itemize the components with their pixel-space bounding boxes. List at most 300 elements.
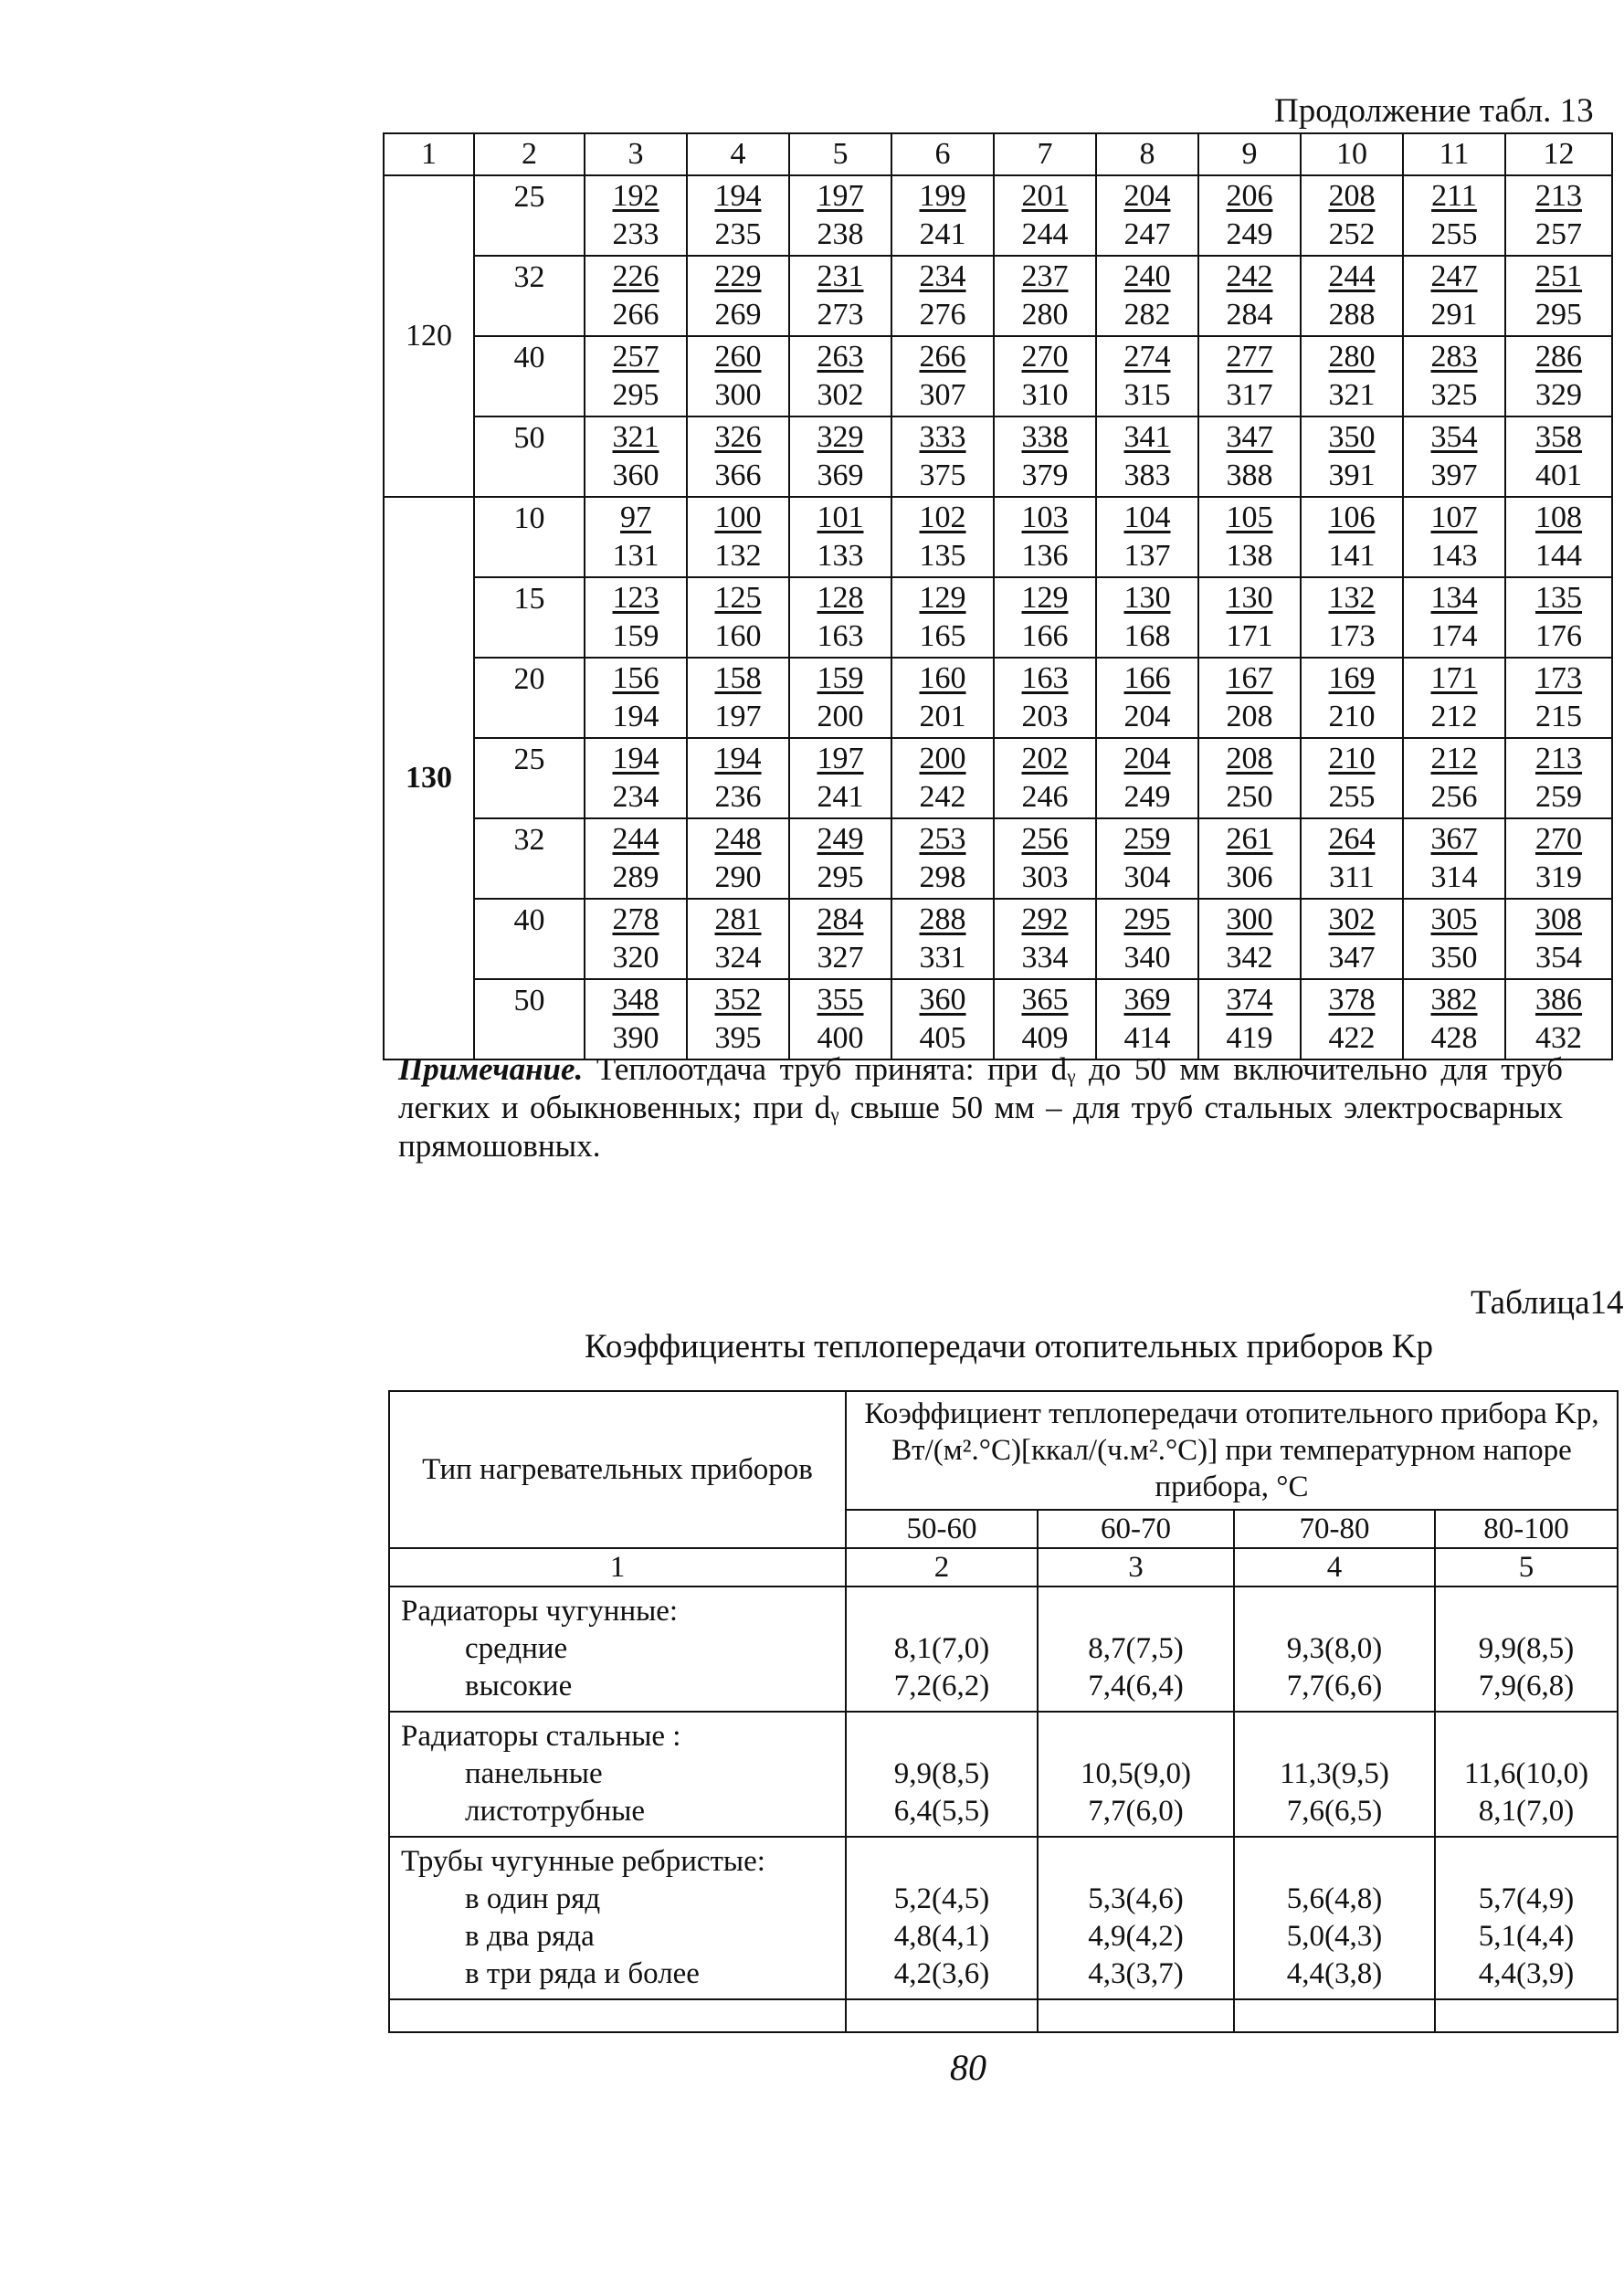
- heat-transfer-cell: [1198, 336, 1301, 416]
- value-denominator: 289: [612, 860, 659, 894]
- group-spacer: [850, 1593, 1033, 1630]
- heat-transfer-cell: [891, 175, 994, 256]
- value-denominator: 366: [714, 459, 762, 492]
- coefficient-column-header: Коэффициент теплопередачи отопительного прибора Kp, Вт/(м².°С)[ккал/(ч.м².°С)] при температурном напоре прибора, °С: [846, 1391, 1618, 1510]
- column-number-9: 9: [1198, 133, 1301, 175]
- empty-cell: [1435, 1999, 1618, 2032]
- value-denominator: 252: [1328, 217, 1376, 251]
- heat-transfer-cell: [1403, 577, 1505, 658]
- value-numerator: 274: [1123, 339, 1171, 374]
- value-denominator: 369: [817, 459, 864, 492]
- temperature-range-header: 80-100: [1435, 1510, 1618, 1548]
- value-numerator: 326: [714, 419, 762, 454]
- heat-transfer-cell: [687, 577, 789, 658]
- column-number: 4: [1234, 1548, 1435, 1587]
- value-numerator: 292: [1021, 901, 1069, 936]
- heat-transfer-cell: [1505, 818, 1612, 899]
- device-group-name: Радиаторы стальные :: [401, 1720, 681, 1753]
- coefficient-cell: [846, 1587, 1038, 1712]
- coefficient-value: 4,9(4,2): [1088, 1920, 1184, 1953]
- value-denominator: 400: [817, 1021, 864, 1055]
- value-denominator: 307: [919, 378, 966, 412]
- value-numerator: 123: [612, 580, 659, 615]
- heat-transfer-cell: [1096, 738, 1198, 818]
- heat-transfer-cell: [789, 899, 891, 979]
- value-denominator: 288: [1328, 298, 1376, 332]
- value-numerator: 242: [1226, 258, 1273, 293]
- heat-transfer-cell: [789, 497, 891, 577]
- heat-transfer-cell: [687, 979, 789, 1059]
- table14-group-row: [389, 1712, 1618, 1837]
- heat-transfer-cell: [994, 738, 1096, 818]
- empty-cell: [1234, 1999, 1435, 2032]
- value-numerator: 194: [714, 178, 762, 213]
- heat-transfer-cell: [687, 899, 789, 979]
- value-denominator: 375: [919, 459, 966, 492]
- heat-transfer-cell: [687, 256, 789, 336]
- heat-transfer-cell: [1403, 175, 1505, 256]
- column-number: 3: [1038, 1548, 1234, 1587]
- device-type-cell: [389, 1837, 846, 1999]
- value-numerator: 308: [1535, 901, 1582, 936]
- value-numerator: 210: [1328, 741, 1376, 775]
- heat-transfer-cell: [1301, 256, 1403, 336]
- value-denominator: 137: [1123, 539, 1171, 573]
- device-type-cell: [389, 1587, 846, 1712]
- group-spacer: [1042, 1718, 1229, 1755]
- value-numerator: 248: [714, 821, 762, 856]
- value-numerator: 350: [1328, 419, 1376, 454]
- value-numerator: 338: [1021, 419, 1069, 454]
- value-denominator: 390: [612, 1021, 659, 1055]
- value-denominator: 204: [1123, 700, 1171, 733]
- value-numerator: 302: [1328, 901, 1376, 936]
- value-denominator: 295: [1535, 298, 1582, 332]
- value-denominator: 210: [1328, 700, 1376, 733]
- value-denominator: 325: [1430, 378, 1478, 412]
- temperature-range-header: 60-70: [1038, 1510, 1234, 1548]
- value-numerator: 101: [817, 500, 864, 534]
- coefficient-cell: [1435, 1587, 1618, 1712]
- value-denominator: 273: [817, 298, 864, 332]
- value-denominator: 143: [1430, 539, 1478, 573]
- device-type-cell: [389, 1712, 846, 1837]
- value-numerator: 134: [1430, 580, 1478, 615]
- value-numerator: 169: [1328, 660, 1376, 695]
- heat-transfer-cell: [789, 979, 891, 1059]
- value-denominator: 340: [1123, 941, 1171, 975]
- table13-row: [384, 256, 1612, 336]
- device-group-name: Радиаторы чугунные:: [401, 1595, 679, 1628]
- heat-transfer-cell: [1301, 658, 1403, 738]
- value-denominator: 132: [714, 539, 762, 573]
- value-denominator: 247: [1123, 217, 1171, 251]
- group-spacer: [1239, 1718, 1430, 1755]
- coefficient-value: 11,6(10,0): [1463, 1757, 1589, 1790]
- value-numerator: 130: [1226, 580, 1273, 615]
- value-denominator: 241: [817, 780, 864, 814]
- heat-transfer-cell: [1198, 818, 1301, 899]
- value-denominator: 329: [1535, 378, 1582, 412]
- heat-transfer-cell: [1301, 818, 1403, 899]
- value-denominator: 388: [1226, 459, 1273, 492]
- heat-transfer-cell: [789, 818, 891, 899]
- diameter-cell: 50: [474, 979, 585, 1059]
- value-denominator: 303: [1021, 860, 1069, 894]
- heat-transfer-cell: [687, 416, 789, 497]
- value-numerator: 263: [817, 339, 864, 374]
- heat-transfer-cell: [994, 658, 1096, 738]
- value-numerator: 234: [919, 258, 966, 293]
- group-spacer: [1042, 1593, 1229, 1630]
- coefficient-value: 8,7(7,5): [1088, 1632, 1184, 1665]
- heat-transfer-cell: [1505, 497, 1612, 577]
- value-denominator: 315: [1123, 378, 1171, 412]
- value-denominator: 342: [1226, 941, 1273, 975]
- empty-cell: [389, 1999, 846, 2032]
- coefficient-value: 7,4(6,4): [1088, 1670, 1184, 1702]
- diameter-cell: 25: [474, 738, 585, 818]
- heat-transfer-cell: [1505, 738, 1612, 818]
- value-numerator: 305: [1430, 901, 1478, 936]
- table13-row: [384, 738, 1612, 818]
- value-denominator: 203: [1021, 700, 1069, 733]
- heat-transfer-cell: [891, 256, 994, 336]
- value-denominator: 173: [1328, 619, 1376, 653]
- coefficient-cell: [846, 1837, 1038, 1999]
- diameter-cell: 15: [474, 577, 585, 658]
- coefficient-cell: [1435, 1837, 1618, 1999]
- value-denominator: 159: [612, 619, 659, 653]
- value-numerator: 347: [1226, 419, 1273, 454]
- value-denominator: 354: [1535, 941, 1582, 975]
- value-numerator: 97: [620, 500, 651, 534]
- heat-transfer-cell: [585, 577, 687, 658]
- value-numerator: 125: [714, 580, 762, 615]
- value-numerator: 204: [1123, 178, 1171, 213]
- value-denominator: 215: [1535, 700, 1582, 733]
- value-numerator: 132: [1328, 580, 1376, 615]
- value-numerator: 281: [714, 901, 762, 936]
- value-numerator: 264: [1328, 821, 1376, 856]
- value-denominator: 311: [1329, 860, 1375, 894]
- empty-cell: [1038, 1999, 1234, 2032]
- heat-transfer-cell: [1096, 497, 1198, 577]
- table14-title: Коэффициенты теплопередачи отопительных приборов Kp: [585, 1328, 1434, 1365]
- value-denominator: 176: [1535, 619, 1582, 653]
- table13-row: [384, 899, 1612, 979]
- value-numerator: 208: [1226, 741, 1273, 775]
- coefficient-value: 9,9(8,5): [1478, 1632, 1575, 1665]
- group-spacer: [1239, 1593, 1430, 1630]
- coefficient-value: 4,2(3,6): [893, 1957, 990, 1990]
- value-numerator: 244: [1328, 258, 1376, 293]
- value-denominator: 174: [1430, 619, 1478, 653]
- value-denominator: 320: [612, 941, 659, 975]
- value-denominator: 334: [1021, 941, 1069, 975]
- heat-transfer-cell: [1403, 416, 1505, 497]
- value-denominator: 300: [714, 378, 762, 412]
- value-numerator: 199: [919, 178, 966, 213]
- heat-transfer-cell: [1505, 577, 1612, 658]
- value-denominator: 314: [1430, 860, 1478, 894]
- heat-transfer-cell: [585, 899, 687, 979]
- value-numerator: 341: [1123, 419, 1171, 454]
- heat-transfer-cell: [1403, 336, 1505, 416]
- value-denominator: 428: [1430, 1021, 1478, 1055]
- value-numerator: 374: [1226, 982, 1273, 1017]
- heat-transfer-cell: [789, 658, 891, 738]
- heat-transfer-cell: [1403, 738, 1505, 818]
- heat-transfer-cell: [1198, 497, 1301, 577]
- value-denominator: 246: [1021, 780, 1069, 814]
- value-denominator: 238: [817, 217, 864, 251]
- value-denominator: 201: [919, 700, 966, 733]
- heat-transfer-cell: [1096, 175, 1198, 256]
- diameter-cell: 40: [474, 899, 585, 979]
- value-denominator: 306: [1226, 860, 1273, 894]
- coefficient-cell: [1234, 1712, 1435, 1837]
- value-denominator: 304: [1123, 860, 1171, 894]
- coefficient-value: 7,9(6,8): [1478, 1670, 1575, 1702]
- value-numerator: 286: [1535, 339, 1582, 374]
- heat-transfer-cell: [789, 256, 891, 336]
- heat-transfer-cell: [1301, 497, 1403, 577]
- heat-transfer-cell: [1198, 899, 1301, 979]
- heat-transfer-cell: [789, 416, 891, 497]
- page-number: 80: [950, 2047, 986, 2088]
- group-spacer: [1439, 1718, 1613, 1755]
- table14-empty-row: [389, 1999, 1618, 2032]
- heat-transfer-cell: [1301, 416, 1403, 497]
- coefficient-value: 4,4(3,9): [1478, 1957, 1575, 1990]
- coefficient-cell: [846, 1712, 1038, 1837]
- heat-transfer-cell: [1198, 738, 1301, 818]
- diameter-cell: 32: [474, 818, 585, 899]
- table14-header-row: [389, 1391, 1618, 1510]
- value-denominator: 212: [1430, 700, 1478, 733]
- heat-transfer-cell: [1301, 577, 1403, 658]
- value-denominator: 241: [919, 217, 966, 251]
- heat-transfer-cell: [994, 336, 1096, 416]
- value-numerator: 251: [1535, 258, 1582, 293]
- diameter-cell: 20: [474, 658, 585, 738]
- value-numerator: 213: [1535, 178, 1582, 213]
- value-denominator: 422: [1328, 1021, 1376, 1055]
- value-numerator: 202: [1021, 741, 1069, 775]
- value-denominator: 409: [1021, 1021, 1069, 1055]
- value-numerator: 194: [612, 741, 659, 775]
- value-denominator: 310: [1021, 378, 1069, 412]
- heat-transfer-cell: [585, 175, 687, 256]
- value-denominator: 414: [1123, 1021, 1171, 1055]
- value-numerator: 256: [1021, 821, 1069, 856]
- value-numerator: 100: [714, 500, 762, 534]
- column-number-6: 6: [891, 133, 994, 175]
- column-number-8: 8: [1096, 133, 1198, 175]
- value-numerator: 329: [817, 419, 864, 454]
- heat-transfer-cell: [789, 738, 891, 818]
- column-number: 1: [389, 1548, 846, 1587]
- value-denominator: 317: [1226, 378, 1273, 412]
- coefficient-value: 5,2(4,5): [893, 1882, 990, 1915]
- diameter-cell: 40: [474, 336, 585, 416]
- diameter-cell: 10: [474, 497, 585, 577]
- value-numerator: 167: [1226, 660, 1273, 695]
- coefficient-cell: [1435, 1712, 1618, 1837]
- heat-transfer-cell: [891, 577, 994, 658]
- value-numerator: 108: [1535, 500, 1582, 534]
- heat-transfer-cell: [1198, 416, 1301, 497]
- value-numerator: 295: [1123, 901, 1171, 936]
- value-denominator: 197: [714, 700, 762, 733]
- device-subtype: листотрубные: [465, 1795, 646, 1828]
- heat-transfer-cell: [994, 577, 1096, 658]
- heat-transfer-cell: [789, 577, 891, 658]
- value-numerator: 300: [1226, 901, 1273, 936]
- value-denominator: 266: [612, 298, 659, 332]
- heat-transfer-cell: [585, 818, 687, 899]
- coefficient-value: 5,1(4,4): [1478, 1920, 1575, 1953]
- value-numerator: 213: [1535, 741, 1582, 775]
- heat-transfer-cell: [687, 818, 789, 899]
- heat-transfer-cell: [585, 256, 687, 336]
- value-denominator: 256: [1430, 780, 1478, 814]
- heat-transfer-cell: [994, 175, 1096, 256]
- value-numerator: 360: [919, 982, 966, 1017]
- table13-note: [398, 1050, 1563, 1165]
- heat-transfer-cell: [891, 497, 994, 577]
- value-denominator: 233: [612, 217, 659, 251]
- value-numerator: 158: [714, 660, 762, 695]
- column-number-1: 1: [384, 133, 474, 175]
- value-numerator: 129: [919, 580, 966, 615]
- heat-transfer-cell: [994, 818, 1096, 899]
- coefficient-cell: [1038, 1712, 1234, 1837]
- temperature-group-cell: 120: [384, 175, 474, 497]
- value-denominator: 298: [919, 860, 966, 894]
- device-subtype: средние: [465, 1632, 568, 1665]
- heat-transfer-cell: [1505, 899, 1612, 979]
- value-denominator: 295: [817, 860, 864, 894]
- value-numerator: 107: [1430, 500, 1478, 534]
- temperature-range-header: 70-80: [1234, 1510, 1435, 1548]
- value-denominator: 360: [612, 459, 659, 492]
- value-denominator: 321: [1328, 378, 1376, 412]
- value-numerator: 355: [817, 982, 864, 1017]
- heat-transfer-cell: [687, 336, 789, 416]
- value-numerator: 200: [919, 741, 966, 775]
- value-denominator: 165: [919, 619, 966, 653]
- value-denominator: 391: [1328, 459, 1376, 492]
- temperature-range-header: 50-60: [846, 1510, 1038, 1548]
- value-numerator: 106: [1328, 500, 1376, 534]
- value-numerator: 211: [1431, 178, 1477, 213]
- coefficient-value: 5,6(4,8): [1286, 1882, 1383, 1915]
- value-numerator: 354: [1430, 419, 1478, 454]
- heat-transfer-cell: [1096, 336, 1198, 416]
- table13-row: [384, 416, 1612, 497]
- device-subtype: в три ряда и более: [465, 1957, 700, 1990]
- value-denominator: 255: [1328, 780, 1376, 814]
- column-number-7: 7: [994, 133, 1096, 175]
- column-number: 2: [846, 1548, 1038, 1587]
- heat-transfer-cell: [891, 416, 994, 497]
- heat-transfer-cell: [1096, 899, 1198, 979]
- value-denominator: 138: [1226, 539, 1273, 573]
- group-spacer: [850, 1843, 1033, 1881]
- value-numerator: 173: [1535, 660, 1582, 695]
- heat-transfer-cell: [585, 738, 687, 818]
- value-denominator: 347: [1328, 941, 1376, 975]
- heat-transfer-cell: [1198, 658, 1301, 738]
- value-denominator: 419: [1226, 1021, 1273, 1055]
- device-subtype: в два ряда: [465, 1920, 595, 1953]
- type-column-header: Тип нагревательных приборов: [389, 1391, 846, 1548]
- coefficient-value: 4,3(3,7): [1088, 1957, 1184, 1990]
- value-denominator: 379: [1021, 459, 1069, 492]
- note-label: Примечание.: [398, 1051, 584, 1087]
- value-denominator: 327: [817, 941, 864, 975]
- value-numerator: 367: [1430, 821, 1478, 856]
- value-numerator: 130: [1123, 580, 1171, 615]
- device-subtype: высокие: [465, 1670, 573, 1702]
- coefficient-value: 4,8(4,1): [893, 1920, 990, 1953]
- heat-transfer-cell: [994, 899, 1096, 979]
- heat-transfer-cell: [1403, 497, 1505, 577]
- value-numerator: 284: [817, 901, 864, 936]
- heat-transfer-cell: [994, 256, 1096, 336]
- empty-cell: [846, 1999, 1038, 2032]
- table13-continuation-caption: Продолжение табл. 13: [1274, 92, 1594, 130]
- table13-header-row: [384, 133, 1612, 175]
- coefficient-value: 9,9(8,5): [893, 1757, 990, 1790]
- value-numerator: 382: [1430, 982, 1478, 1017]
- value-denominator: 133: [817, 539, 864, 573]
- column-number-4: 4: [687, 133, 789, 175]
- value-numerator: 378: [1328, 982, 1376, 1017]
- value-numerator: 277: [1226, 339, 1273, 374]
- diameter-cell: 25: [474, 175, 585, 256]
- value-denominator: 383: [1123, 459, 1171, 492]
- heat-transfer-cell: [1301, 336, 1403, 416]
- diameter-cell: 32: [474, 256, 585, 336]
- heat-transfer-cell: [1198, 256, 1301, 336]
- heat-transfer-cell: [1301, 175, 1403, 256]
- heat-transfer-cell: [1403, 256, 1505, 336]
- value-numerator: 102: [919, 500, 966, 534]
- value-numerator: 288: [919, 901, 966, 936]
- heat-transfer-cell: [891, 899, 994, 979]
- value-denominator: 166: [1021, 619, 1069, 653]
- device-subtype: в один ряд: [465, 1882, 601, 1915]
- heat-transfer-cell: [789, 175, 891, 256]
- value-numerator: 352: [714, 982, 762, 1017]
- value-numerator: 204: [1123, 741, 1171, 775]
- value-denominator: 432: [1535, 1021, 1582, 1055]
- heat-transfer-cell: [1096, 818, 1198, 899]
- heat-transfer-cell: [1403, 818, 1505, 899]
- value-denominator: 302: [817, 378, 864, 412]
- heat-transfer-cell: [1096, 577, 1198, 658]
- coefficient-value: 6,4(5,5): [893, 1795, 990, 1828]
- value-denominator: 397: [1430, 459, 1478, 492]
- value-denominator: 144: [1535, 539, 1582, 573]
- value-numerator: 247: [1430, 258, 1478, 293]
- value-denominator: 249: [1226, 217, 1273, 251]
- coefficient-value: 9,3(8,0): [1286, 1632, 1383, 1665]
- value-denominator: 171: [1226, 619, 1273, 653]
